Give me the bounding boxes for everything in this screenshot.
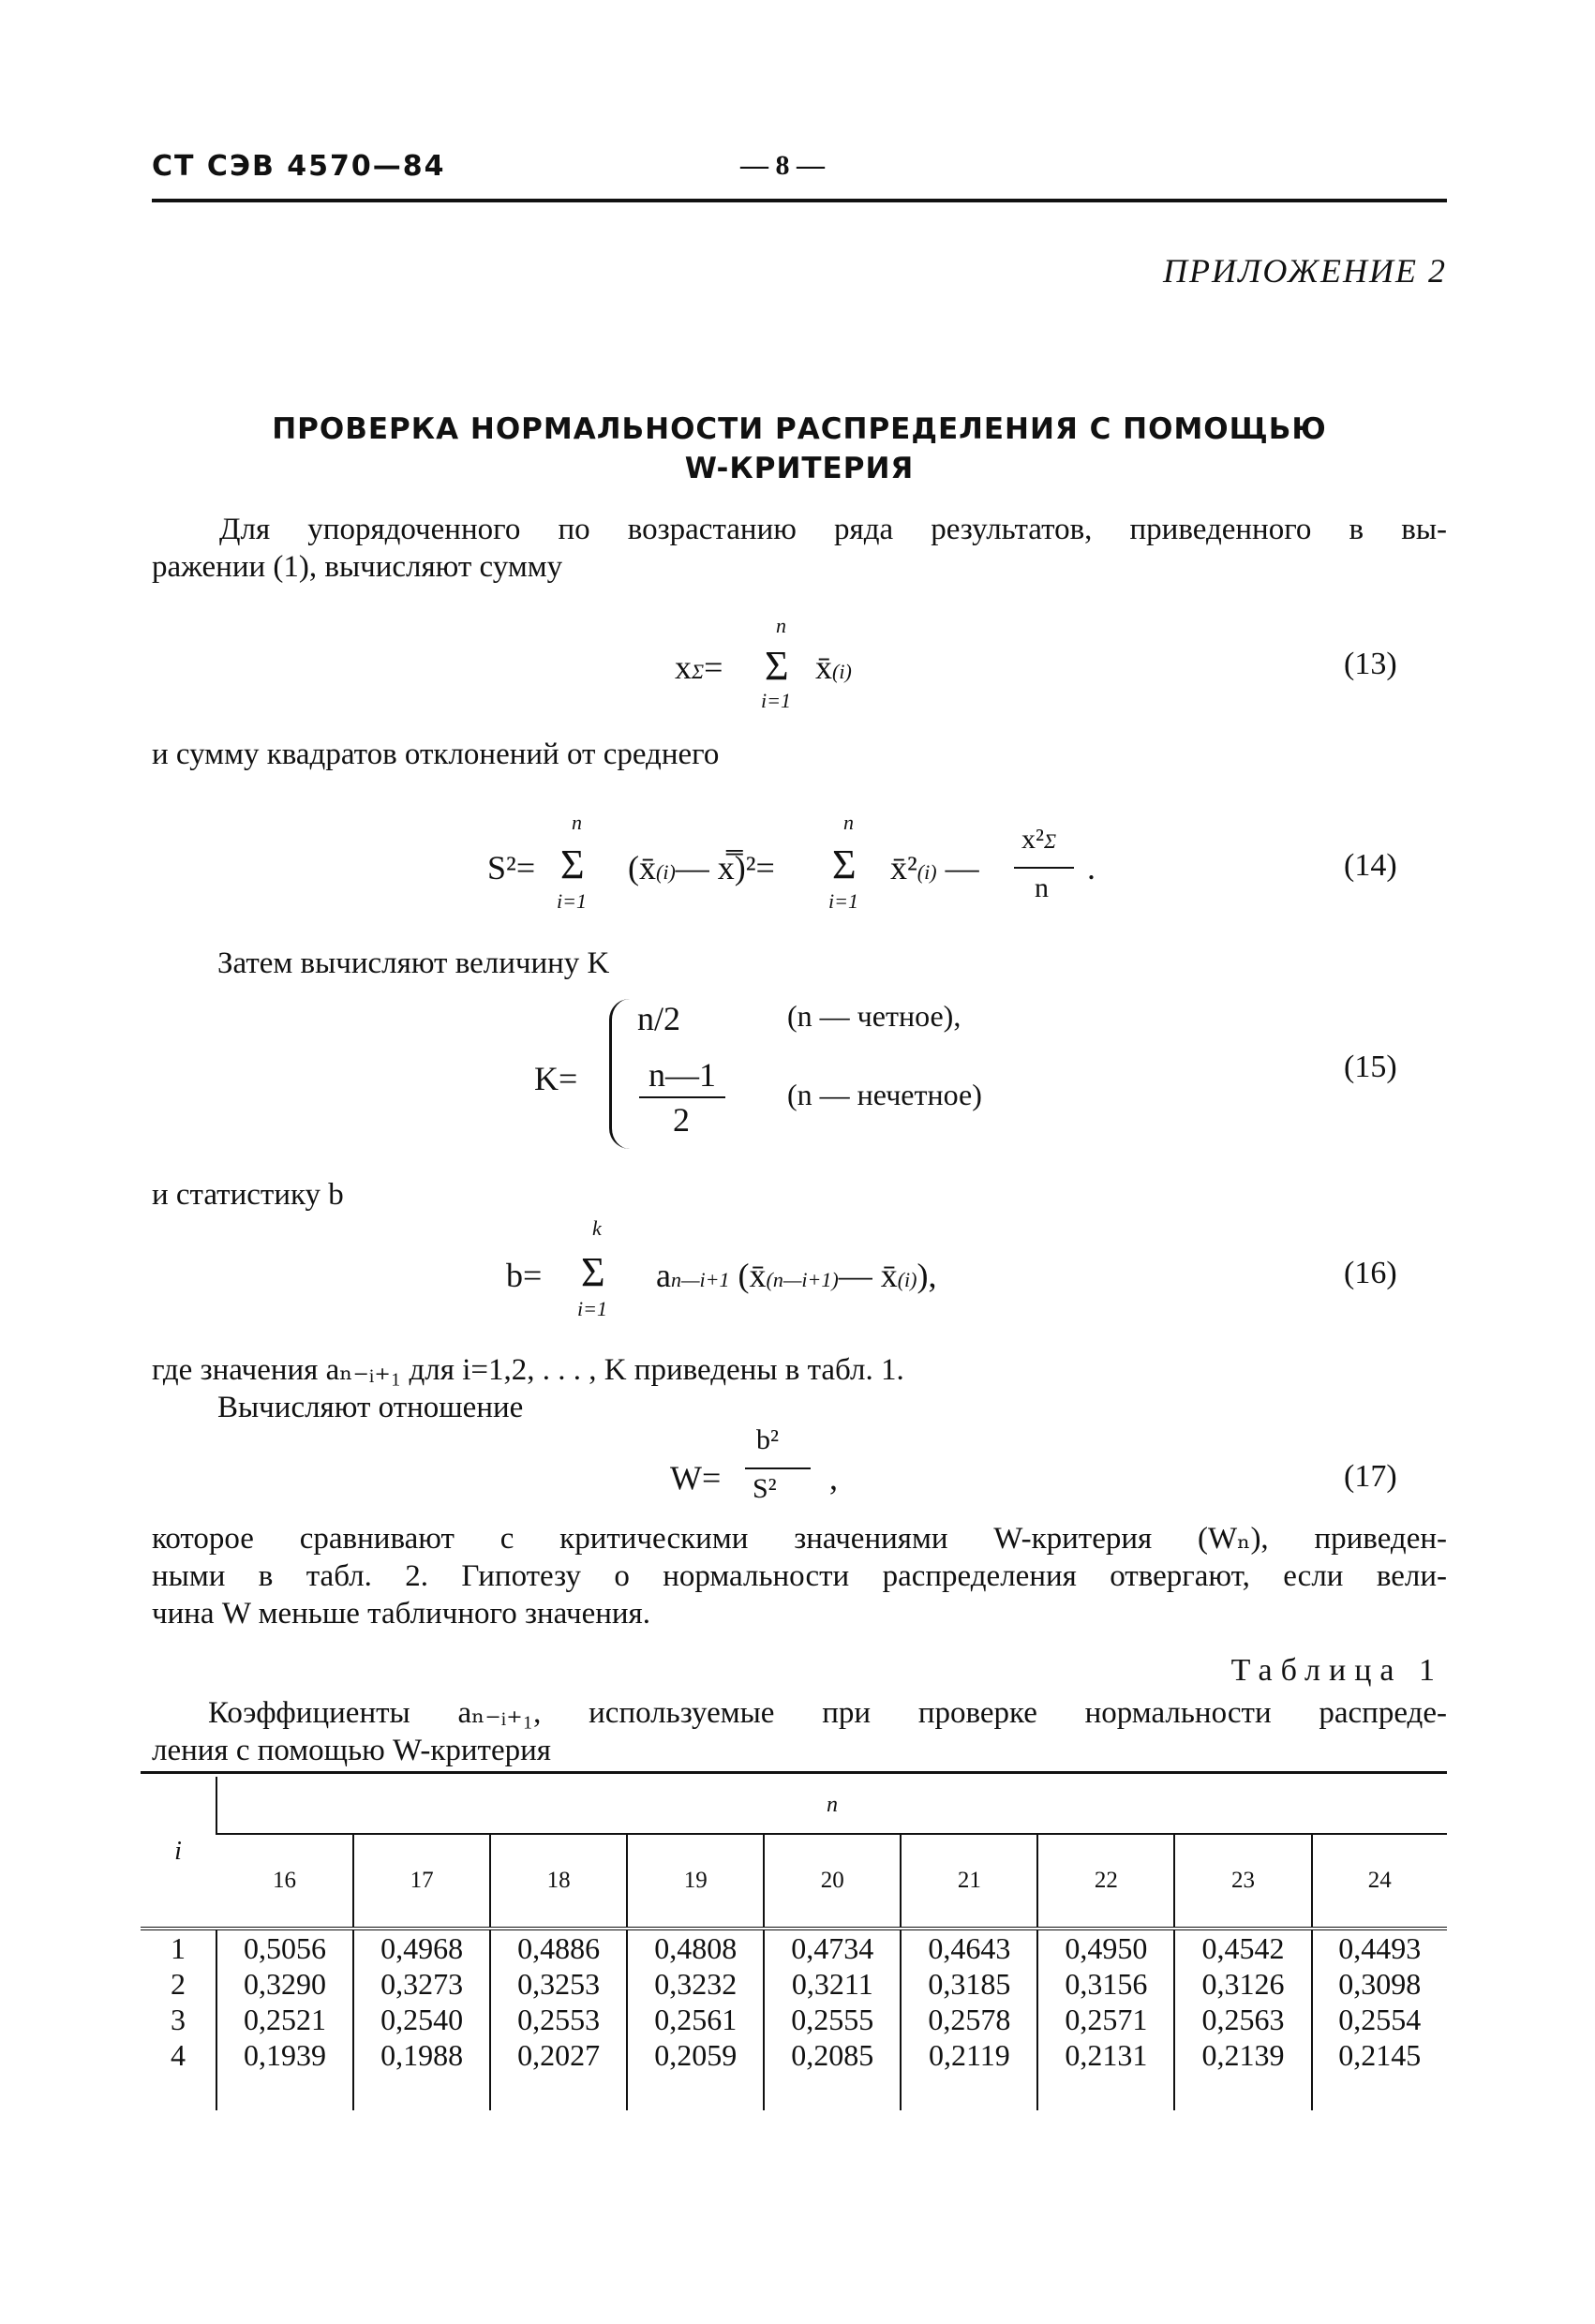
table-row (141, 2002, 1447, 2037)
table-spacer-cell (1037, 2073, 1174, 2110)
table-cell: 0,2540 (353, 2002, 490, 2037)
paragraph-5-line2: Вычисляют отношение (217, 1391, 524, 1424)
column-header-n: 22 (1037, 1834, 1174, 1929)
table-spacer-cell (353, 2073, 490, 2110)
header-rule (152, 199, 1447, 202)
table-cell: 0,2555 (764, 2002, 901, 2037)
column-group-header-n: n (216, 1777, 1447, 1834)
table-spacer-cell (490, 2073, 627, 2110)
table-spacer-cell (901, 2073, 1037, 2110)
table-cell: 0,2119 (901, 2037, 1037, 2073)
table-cell: 0,4950 (1037, 1929, 1174, 1966)
table-cell: 0,1988 (353, 2037, 490, 2073)
table-label: Таблица 1 (1230, 1653, 1443, 1688)
paragraph-4: и статистику b (152, 1178, 344, 1212)
column-header-n: 18 (490, 1834, 627, 1929)
column-header-n: 19 (627, 1834, 764, 1929)
table-cell: 0,2553 (490, 2002, 627, 2037)
column-header-i: i (141, 1777, 216, 1929)
table-spacer-cell (141, 2073, 216, 2110)
table-spacer-cell (1312, 2073, 1448, 2110)
table-cell: 0,2059 (627, 2037, 764, 2073)
equation-13-number: (13) (1344, 647, 1397, 681)
table-cell: 0,3253 (490, 1966, 627, 2002)
equation-15: K= n/2 (n — четное), n—1 2 (n — нечетное) (534, 993, 1059, 1162)
equation-14-number: (14) (1344, 848, 1397, 883)
table-cell: 0,4734 (764, 1929, 901, 1966)
equation-15-number: (15) (1344, 1050, 1397, 1084)
column-header-n: 17 (353, 1834, 490, 1929)
equation-16-number: (16) (1344, 1256, 1397, 1290)
column-header-n: 20 (764, 1834, 901, 1929)
table-cell: 0,1939 (216, 2037, 353, 2073)
table-cell: 0,2521 (216, 2002, 353, 2037)
table-row (141, 2037, 1447, 2073)
table-caption-line1: Коэффициенты aₙ₋ᵢ₊₁, используемые при проверке нормальности распреде- (208, 1696, 1447, 1730)
table-cell-i: 3 (171, 2003, 186, 2036)
paragraph-5-line1: где значения aₙ₋ᵢ₊₁ для i=1,2, . . . , K приведены в табл. 1. (152, 1353, 904, 1387)
table-cell: 0,4808 (627, 1929, 764, 1966)
table-cell: 0,2139 (1174, 2037, 1311, 2073)
column-header-n: 21 (901, 1834, 1037, 1929)
table-row (141, 1929, 1447, 1966)
section-title-line1: ПРОВЕРКА НОРМАЛЬНОСТИ РАСПРЕДЕЛЕНИЯ С ПОМОЩЬЮ (272, 412, 1327, 446)
table-spacer-cell (216, 2073, 353, 2110)
column-header-n: 23 (1174, 1834, 1311, 1929)
column-header-n: 16 (216, 1834, 353, 1929)
table-spacer-cell (627, 2073, 764, 2110)
table-cell: 0,4542 (1174, 1929, 1311, 1966)
coefficients-table (141, 1777, 1447, 2110)
table-cell: 0,4886 (490, 1929, 627, 1966)
table-cell: 0,3156 (1037, 1966, 1174, 2002)
table-cell: 0,2561 (627, 2002, 764, 2037)
paragraph-2: и сумму квадратов отклонений от среднего (152, 737, 720, 771)
table-cell: 0,4493 (1312, 1929, 1448, 1966)
paragraph-6-line1: которое сравнивают с критическими значениями W-критерия (Wₙ), приведен- (152, 1522, 1447, 1556)
table-row (141, 1966, 1447, 2002)
paragraph-1-line1: Для упорядоченного по возрастанию ряда результатов, приведенного в вы- (219, 513, 1447, 546)
column-header-n: 24 (1312, 1834, 1448, 1929)
appendix-label: ПРИЛОЖЕНИЕ 2 (1163, 252, 1447, 290)
table-cell: 0,2027 (490, 2037, 627, 2073)
table-cell: 0,2563 (1174, 2002, 1311, 2037)
table-cell: 0,5056 (216, 1929, 353, 1966)
paragraph-3: Затем вычисляют величину K (217, 946, 610, 980)
equation-17-number: (17) (1344, 1459, 1397, 1494)
section-title-line2: W-КРИТЕРИЯ (684, 452, 915, 485)
table-cell: 0,3290 (216, 1966, 353, 2002)
table-cell: 0,3211 (764, 1966, 901, 2002)
table-caption (152, 1694, 1447, 1769)
table-cell-i: 1 (171, 1931, 186, 1965)
table-cell: 0,2554 (1312, 2002, 1448, 2037)
table-cell: 0,2085 (764, 2037, 901, 2073)
table-spacer-cell (764, 2073, 901, 2110)
standard-code: СТ СЭВ 4570—84 (152, 150, 446, 183)
paragraph-6-line2: ными в табл. 2. Гипотезу о нормальности распределения отвергают, если вели- (152, 1559, 1447, 1593)
table-cell: 0,3098 (1312, 1966, 1448, 2002)
equation-16: b= k Σ i=1 an—i+1 (x̄(n—i+1)— x̄(i)), (506, 1216, 937, 1320)
equation-17: W= b² S² , (670, 1424, 838, 1504)
paragraph-6-line3: чина W меньше табличного значения. (152, 1597, 650, 1631)
table-cell: 0,2571 (1037, 2002, 1174, 2037)
table-cell: 0,3273 (353, 1966, 490, 2002)
table-top-rule (141, 1771, 1447, 1774)
table-cell: 0,4968 (353, 1929, 490, 1966)
table-cell: 0,2145 (1312, 2037, 1448, 2073)
table-cell-i: 4 (171, 2038, 186, 2072)
table-spacer-cell (1174, 2073, 1311, 2110)
equation-14: S²= n Σ i=1 (x̄(i)— x̿)²= n Σ i=1 x̄²(i) — x²Σ n . (487, 811, 1096, 913)
equation-13: xΣ= n Σ i=1 x̄(i) (675, 614, 852, 712)
page-number: — 8 — (740, 150, 825, 181)
table-cell: 0,2578 (901, 2002, 1037, 2037)
table-cell: 0,4643 (901, 1929, 1037, 1966)
table-cell: 0,3126 (1174, 1966, 1311, 2002)
table-cell-i: 2 (171, 1967, 186, 2001)
table-cell: 0,3185 (901, 1966, 1037, 2002)
table-caption-line2: ления с помощью W-критерия (152, 1734, 551, 1767)
paragraph-1-line2: ражении (1), вычисляют сумму (152, 550, 563, 584)
table-spacer-row (141, 2073, 1447, 2110)
table-cell: 0,3232 (627, 1966, 764, 2002)
table-cell: 0,2131 (1037, 2037, 1174, 2073)
